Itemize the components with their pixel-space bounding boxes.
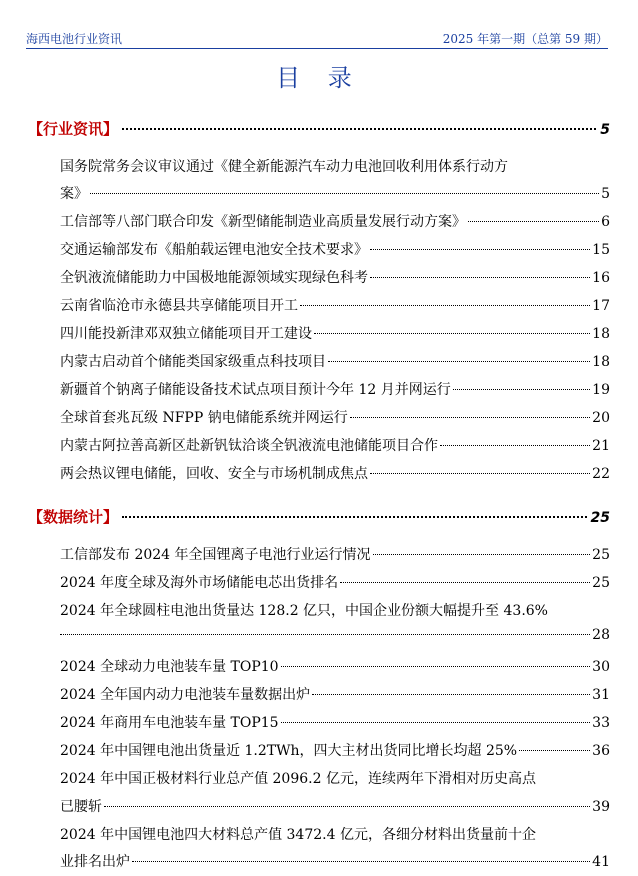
- toc-entry[interactable]: [60, 740, 610, 762]
- toc-entry[interactable]: [60, 183, 610, 205]
- page-number: 19: [592, 382, 610, 398]
- entry-title: 2024 年商用车电池装车量 TOP15: [60, 715, 279, 731]
- page-number: 17: [592, 298, 610, 314]
- toc-entry[interactable]: [60, 796, 610, 818]
- page-number: 33: [592, 715, 610, 731]
- page-number: 18: [592, 354, 610, 370]
- toc-entry[interactable]: [60, 379, 610, 401]
- dot-leader: [132, 861, 590, 862]
- toc-entry[interactable]: [60, 295, 610, 317]
- page-number: 20: [592, 410, 610, 426]
- page-number: 5: [600, 122, 610, 138]
- dot-leader: [314, 333, 590, 334]
- dot-leader: [370, 473, 590, 474]
- toc-entry[interactable]: [60, 544, 610, 566]
- dot-leader: [104, 806, 590, 807]
- dot-leader: [453, 389, 590, 390]
- dot-leader: [519, 750, 590, 751]
- page-number: 6: [601, 214, 610, 230]
- entry-title: 云南省临沧市永德县共享储能项目开工: [60, 298, 298, 314]
- page-number: 25: [592, 575, 610, 591]
- entry-title: 内蒙古阿拉善高新区赴新钒钛洽谈全钒液流电池储能项目合作: [60, 438, 438, 454]
- entry-title: 2024 全年国内动力电池装车量数据出炉: [60, 687, 311, 703]
- entry-title: 新疆首个钠离子储能设备技术试点项目预计今年 12 月并网运行: [60, 382, 451, 398]
- toc-entry[interactable]: [60, 351, 610, 373]
- page-number: 18: [592, 326, 610, 342]
- dot-leader: [370, 249, 590, 250]
- section-name: 【数据统计】: [28, 508, 119, 526]
- section-name: 【行业资讯】: [28, 120, 119, 138]
- dot-leader: [122, 516, 587, 518]
- dot-leader: [468, 221, 599, 222]
- page-number: 30: [592, 659, 610, 675]
- page-number: 31: [592, 687, 610, 703]
- toc-entry[interactable]: [60, 656, 610, 678]
- page-number: 41: [592, 854, 610, 870]
- entry-title: 国务院常务会议审议通过《健全新能源汽车动力电池回收利用体系行动方: [60, 159, 508, 175]
- dot-leader: [370, 277, 590, 278]
- toc-entry[interactable]: [60, 627, 610, 649]
- toc-entry[interactable]: [60, 463, 610, 485]
- dot-leader: [122, 128, 596, 130]
- page-number: 16: [592, 270, 610, 286]
- toc-entry[interactable]: [60, 684, 610, 706]
- page-number: 22: [592, 466, 610, 482]
- dot-leader: [300, 305, 590, 306]
- toc-entry-line1[interactable]: [60, 156, 610, 178]
- dot-leader: [328, 361, 590, 362]
- toc-entry[interactable]: [60, 407, 610, 429]
- toc-entry-line1[interactable]: [60, 600, 610, 622]
- entry-title: 2024 年中国锂电池四大材料总产值 3472.4 亿元，各细分材料出货量前十企: [60, 827, 536, 843]
- entry-title: 业排名出炉: [60, 854, 130, 870]
- entry-title: 工信部发布 2024 年全国锂离子电池行业运行情况: [60, 547, 371, 563]
- entry-title: 交通运输部发布《船舶载运锂电池安全技术要求》: [60, 242, 368, 258]
- running-header: [26, 30, 608, 49]
- entry-title: 2024 年度全球及海外市场储能电芯出货排名: [60, 575, 339, 591]
- toc-entry[interactable]: [60, 851, 610, 873]
- issue-number: 2025 年第一期（总第 59 期）: [442, 32, 608, 46]
- dot-leader: [90, 193, 599, 194]
- page-number: 5: [601, 186, 610, 202]
- entry-title: 2024 全球动力电池装车量 TOP10: [60, 659, 279, 675]
- toc-entry[interactable]: [60, 435, 610, 457]
- entry-title: 2024 年中国锂电池出货量近 1.2TWh，四大主材出货同比增长均超 25%: [60, 743, 518, 759]
- entry-title: 已腰斩: [60, 799, 102, 815]
- dot-leader: [373, 554, 591, 555]
- toc-entry[interactable]: [60, 267, 610, 289]
- entry-title: 案》: [60, 186, 88, 202]
- dot-leader: [281, 666, 591, 667]
- dot-leader: [440, 445, 590, 446]
- page-number: 39: [592, 799, 610, 815]
- entry-title: 内蒙古启动首个储能类国家级重点科技项目: [60, 354, 326, 370]
- page-number: 21: [592, 438, 610, 454]
- page-title: 目 录: [276, 64, 362, 92]
- toc-entry[interactable]: [60, 239, 610, 261]
- entry-title: 2024 年中国正极材料行业总产值 2096.2 亿元，连续两年下滑相对历史高点: [60, 771, 536, 787]
- entry-title: 全球首套兆瓦级 NFPP 钠电储能系统并网运行: [60, 410, 348, 426]
- toc-entry[interactable]: [60, 323, 610, 345]
- page-number: 25: [590, 510, 610, 526]
- dot-leader: [350, 417, 590, 418]
- dot-leader: [312, 694, 590, 695]
- dot-leader: [340, 582, 590, 583]
- toc-section-industry-news[interactable]: [28, 118, 610, 140]
- page-number: 15: [592, 242, 610, 258]
- entry-title: 工信部等八部门联合印发《新型储能制造业高质量发展行动方案》: [60, 214, 466, 230]
- page-number: 28: [592, 627, 610, 643]
- entry-title: 2024 年全球圆柱电池出货量达 128.2 亿只，中国企业份额大幅提升至 43.6%: [60, 603, 548, 619]
- entry-title: 四川能投新津邓双独立储能项目开工建设: [60, 326, 312, 342]
- entry-title: 两会热议锂电储能，回收、安全与市场机制成焦点: [60, 466, 368, 482]
- toc-entry[interactable]: [60, 211, 610, 233]
- dot-leader: [60, 634, 590, 635]
- toc-entry[interactable]: [60, 712, 610, 734]
- toc-entry-line1[interactable]: [60, 824, 610, 846]
- page-number: 25: [592, 547, 610, 563]
- page-number: 36: [592, 743, 610, 759]
- dot-leader: [281, 722, 591, 723]
- journal-name: 海西电池行业资讯: [26, 32, 123, 46]
- entry-title: 全钒液流储能助力中国极地能源领域实现绿色科考: [60, 270, 368, 286]
- toc-entry[interactable]: [60, 572, 610, 594]
- toc-entry-line1[interactable]: [60, 768, 610, 790]
- toc-section-data-statistics[interactable]: [28, 506, 610, 528]
